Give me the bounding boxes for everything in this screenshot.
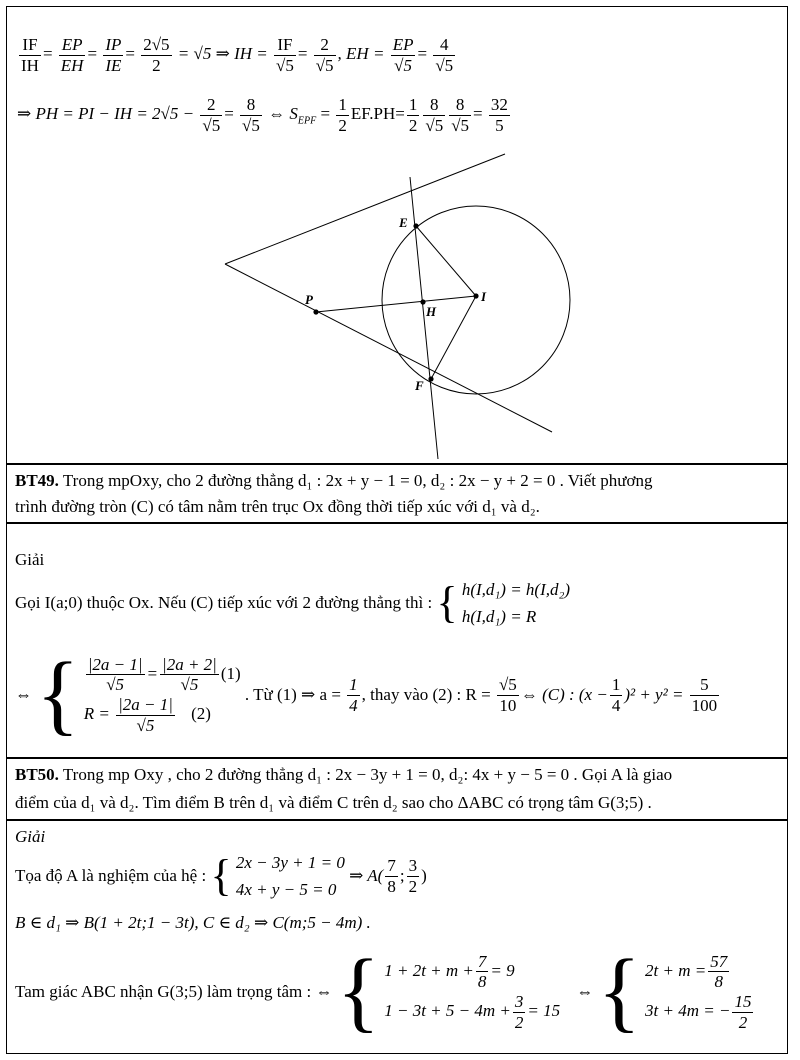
giai-label: Giải [15, 827, 46, 846]
tangent-line-pe [225, 154, 505, 264]
fraction: $\frac{3}{2}$ [408, 856, 418, 896]
label-h: H [426, 304, 437, 319]
label-f: F [415, 378, 424, 393]
fraction: $\frac{|2a - 1|}{√5}$ [87, 654, 143, 695]
fraction: $\frac{8}{√5}$ [425, 95, 444, 135]
fraction: $\frac{|2a + 2|}{√5}$ [162, 654, 217, 695]
fraction: $\frac{EP}{EH}$ [60, 35, 84, 75]
fraction: $\frac{2√5}{2}$ [143, 35, 170, 75]
fraction: $\frac{32}{5}$ [490, 95, 508, 135]
solution-continued-box [6, 6, 788, 464]
fraction: $\frac{5}{100}$ [691, 674, 718, 715]
fraction: $\frac{IF}{IH}$ [21, 35, 39, 75]
fraction: $\frac{EP}{√5}$ [392, 35, 414, 75]
tangent-circle-figure [7, 7, 787, 465]
system-equations: 2t + m = $\frac{57}{8}$ 3t + 4m = − $\frac{15}{2}$ [645, 951, 752, 1032]
fraction: $\frac{8}{√5}$ [242, 95, 260, 135]
segment-ie [416, 226, 476, 296]
tangent-line-pf [225, 264, 552, 432]
fraction: $\frac{8}{√5}$ [451, 95, 470, 135]
sol49-line-2: ⇔ { $\frac{|2a - 1|}{√5}$ = $\frac{|2a + 2|}{√5}$ (1) R = $\frac{|2a - 1|}{√5}$ (2) . Từ (1) ⇒ a = $\frac{1}{4}$ , thay vào (2) : R = $\frac{√5}{10}$ ⇔ (C) : (x − $\frac{1}{4}$ )² + y² = $\frac{5}{100}$ [15, 645, 718, 744]
fraction: $\frac{3}{2}$ [514, 992, 524, 1032]
fraction: $\frac{1}{4}$ [611, 674, 621, 715]
sol49-line-1: Gọi I(a;0) thuộc Ox. Nếu (C) tiếp xúc với 2 đường thẳng thì : { h(I,d₁) = h(I,d₂) h(I,d₁) = R [15, 576, 570, 630]
solution-bt49-box [6, 523, 788, 758]
system-equations: 2x − 3y + 1 = 0 4x + y − 5 = 0 [235, 853, 345, 900]
equation-line-1: $\frac{IF}{IH}$ = $\frac{EP}{EH}$ = $\frac{IP}{IE}$ = $\frac{2√5}{2}$ = √5 ⇒ IH = $\frac{IF}{√5}$ = $\frac{2}{√5}$ , EH = $\frac{EP}{√5}$ = $\frac{4}{√5}$ [21, 35, 454, 75]
problem-bt50-box [6, 758, 788, 820]
label-e: E [399, 215, 408, 230]
fraction: $\frac{57}{8}$ [710, 951, 728, 992]
fraction: $\frac{|2a - 1|}{√5}$ [118, 695, 173, 735]
giai-label: Giải [15, 550, 45, 569]
bt49-title: BT49. [15, 471, 59, 490]
solution-bt50-box [6, 820, 788, 1054]
fraction: $\frac{7}{8}$ [477, 951, 487, 992]
bt49-line-1: BT49. Trong mpOxy, cho 2 đường thẳng d₁ : 2x + y − 1 = 0, d₂ : 2x − y + 2 = 0 . Viết phương [15, 471, 653, 490]
fraction: $\frac{7}{8}$ [387, 856, 396, 896]
segment-if [431, 296, 476, 379]
fraction: $\frac{15}{2}$ [734, 992, 752, 1032]
sol50-line-2: B ∈ d₁ ⇒ B(1 + 2t;1 − 3t), C ∈ d₂ ⇒ C(m;5 − 4m) . [15, 913, 371, 932]
fraction: $\frac{1}{2}$ [408, 95, 418, 135]
system-equations: h(I,d₁) = h(I,d₂) h(I,d₁) = R [461, 580, 571, 627]
problem-bt49-box [6, 464, 788, 523]
point-f [428, 376, 433, 381]
bt50-line-1: BT50. Trong mp Oxy , cho 2 đường thẳng d₁ : 2x − 3y + 1 = 0, d₂: 4x + y − 5 = 0 . Gọi A là giao [15, 765, 673, 784]
sol50-line-1: Tọa độ A là nghiệm của hệ : { 2x − 3y + 1 = 0 4x + y − 5 = 0 ⇒ A( $\frac{7}{8}$ ; $\frac{3}{2}$ ) [15, 849, 427, 903]
system-equations: $\frac{|2a - 1|}{√5}$ = $\frac{|2a + 2|}{√5}$ (1) R = $\frac{|2a - 1|}{√5}$ (2) [83, 654, 241, 735]
point-h [420, 299, 425, 304]
fraction: $\frac{IP}{IE}$ [105, 35, 122, 75]
bt50-line-2: điểm của d₁ và d₂. Tìm điểm B trên d₁ và điểm C trên d₂ sao cho ΔABC có trọng tâm G(3;5) . [15, 793, 652, 812]
fraction: $\frac{2}{√5}$ [315, 35, 334, 75]
label-p: P [305, 292, 313, 307]
equation-line-2: ⇒ PH = PI − IH = 2√5 − $\frac{2}{√5}$ = $\frac{8}{√5}$ ⇔ $S_{EPF}$ = $\frac{1}{2}$ EF.PH= $\frac{1}{2}$ $\frac{8}{√5}$ $\frac{8}{√5}$ = $\frac{32}{5}$ [17, 95, 508, 135]
fraction: $\frac{1}{2}$ [338, 95, 347, 135]
system-equations: 1 + 2t + m + $\frac{7}{8}$ = 9 1 − 3t + 5 − 4m + $\frac{3}{2}$ = 15 [384, 951, 561, 1032]
segment-pi [316, 296, 476, 312]
sol50-line-3: Tam giác ABC nhận G(3;5) làm trọng tâm : ⇔ { 1 + 2t + m + $\frac{7}{8}$ = 9 1 − 3t + 5 − 4m + $\frac{3}{2}$ = 15 ⇔ { 2t + m = $\frac{57}{8}$ 3t + 4m = − $\frac{15}{2}$ [15, 947, 755, 1037]
point-p [313, 309, 318, 314]
fraction: $\frac{√5}{10}$ [498, 674, 517, 715]
bt50-title: BT50. [15, 765, 59, 784]
circle-c [382, 206, 570, 394]
point-e [413, 223, 418, 228]
fraction: $\frac{IF}{√5}$ [276, 35, 294, 75]
fraction: $\frac{2}{√5}$ [202, 95, 221, 135]
point-i [473, 293, 478, 298]
fraction: $\frac{1}{4}$ [349, 674, 358, 715]
label-i: I [481, 289, 487, 304]
fraction: $\frac{4}{√5}$ [435, 35, 454, 75]
bt49-line-2: trình đường tròn (C) có tâm nằm trên trục Ox đồng thời tiếp xúc với d₁ và d₂. [15, 497, 540, 516]
